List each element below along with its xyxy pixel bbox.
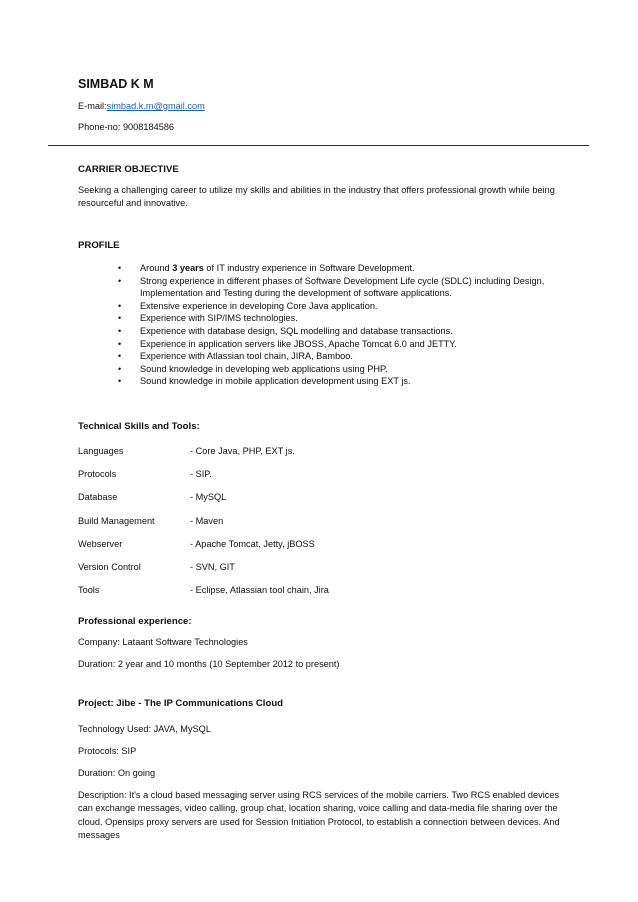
- profile-item: • Extensive experience in developing Core Java application.: [118, 300, 378, 311]
- profile-item: • Experience in application servers like JBOSS, Apache Tomcat 6.0 and JETTY.: [118, 338, 457, 349]
- profile-item: • Sound knowledge in developing web applications using PHP.: [118, 363, 388, 374]
- email-link[interactable]: simbad.k.m@gmail.com: [106, 101, 205, 111]
- bullet-icon: •: [118, 363, 122, 374]
- email-line: [78, 101, 205, 111]
- skill-key: Tools: [78, 585, 100, 596]
- bullet-icon: •: [118, 351, 122, 362]
- bullet-icon: •: [118, 263, 122, 273]
- skill-key: Version Control: [78, 561, 141, 572]
- skill-key: Languages: [78, 446, 124, 456]
- email-label: E-mail:: [78, 101, 107, 111]
- project-duration: Duration: On going: [78, 768, 156, 778]
- objective-text: Seeking a challenging career to utilize my skills and abilities in the industry that offers professional growth while being resourceful and innovative.: [78, 185, 555, 208]
- technology-line: Technology Used: JAVA, MySQL: [78, 724, 211, 734]
- skill-value: - Apache Tomcat, Jetty, jBOSS: [190, 538, 315, 549]
- skills-heading: Technical Skills and Tools:: [78, 421, 200, 432]
- skill-value: - MySQL: [190, 492, 227, 503]
- project-heading: Project: Jibe - The IP Communications Cloud: [78, 698, 284, 709]
- bullet-icon: •: [118, 313, 122, 324]
- bullet-icon: •: [118, 275, 122, 286]
- bullet-icon: •: [118, 338, 122, 349]
- profile-item: • Around 3 years of IT industry experience in Software Development.: [118, 263, 415, 273]
- phone-line: Phone-no: 9008184586: [78, 122, 175, 132]
- skill-key: Build Management: [78, 515, 155, 526]
- skill-value: - SVN, GIT: [190, 561, 235, 572]
- experience-heading: Professional experience:: [78, 616, 192, 627]
- skill-key: Protocols: [78, 469, 117, 480]
- skill-key: Webserver: [78, 538, 123, 549]
- bullet-icon: •: [118, 325, 122, 336]
- profile-item: • Experience with database design, SQL modelling and database transactions.: [118, 325, 453, 336]
- experience-duration: Duration: 2 year and 10 months (10 September 2012 to present): [78, 659, 340, 669]
- profile-heading: PROFILE: [78, 240, 120, 251]
- profile-item: • Strong experience in different phases of Software Development Life cycle (SDLC) including Design, Implementation and Testing during the development of software applications.: [118, 275, 545, 299]
- profile-item: • Experience with SIP/IMS technologies.: [118, 313, 298, 324]
- skill-value: - Eclipse, Atlassian tool chain, Jira: [190, 585, 329, 596]
- profile-item: • Sound knowledge in mobile application development using EXT js.: [118, 376, 411, 387]
- company-line: Company: Lataant Software Technologies: [78, 637, 248, 647]
- skill-value: - Core Java, PHP, EXT js.: [190, 446, 295, 456]
- header-divider: [48, 145, 589, 146]
- profile-item: • Experience with Atlassian tool chain, JIRA, Bamboo.: [118, 351, 353, 362]
- skill-key: Database: [78, 492, 118, 503]
- skill-value: - SIP.: [190, 469, 212, 480]
- bullet-icon: •: [118, 300, 122, 311]
- objective-heading: CARRIER OBJECTIVE: [78, 164, 179, 175]
- project-description: Description: It's a cloud based messaging server using RCS services of the mobile carriers. Two RCS enabled devices can exchange messages, video calling, group chat, location sharing, voice calling and data-media file sharing over the cloud. Opensips proxy servers are used for Session Initiation Protocol, to establish a connection between devices. And messages: [78, 790, 560, 841]
- profile-list: [118, 262, 595, 388]
- bullet-icon: •: [118, 376, 122, 387]
- skill-value: - Maven: [190, 515, 224, 526]
- candidate-name: SIMBAD K M: [78, 77, 154, 91]
- protocols-line: Protocols: SIP: [78, 746, 137, 756]
